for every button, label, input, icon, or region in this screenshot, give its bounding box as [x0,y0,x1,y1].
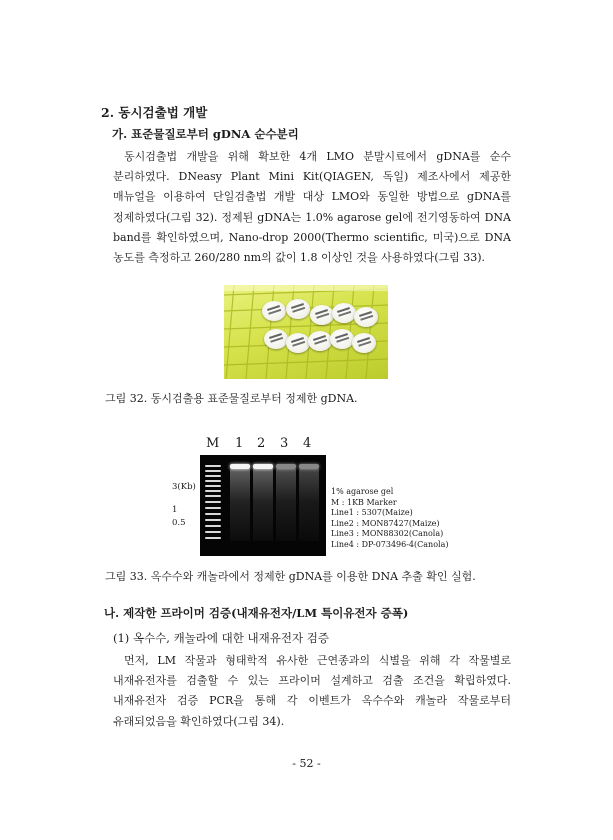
lane-2-band [253,464,273,469]
lane-label-m: M [206,436,220,451]
legend-entry: Line1 : 5307(Maize) [331,508,413,518]
tube [354,307,378,327]
tube [352,333,376,353]
lane-3-smear [276,469,296,541]
size-label-1kb: 1 [172,505,178,515]
lane-4-band [299,464,319,469]
lane-3-band [276,464,296,469]
gel-legend [331,487,448,551]
paragraph-line: 유래되었음을 확인하였다(그림 34). [113,714,285,728]
paragraph-line: band를 확인하였으며, Nano-drop 2000(Thermo scientific, 미국)으로 DNA [113,230,511,244]
legend-entry: Line4 : DP-073496-4(Canola) [331,539,449,549]
tube [308,331,332,351]
paragraph-line: 먼저, LM 작물과 형태학적 유사한 근연종과의 식별을 위해 각 작물별로 [124,654,511,667]
marker-band [205,501,221,503]
marker-band [205,475,221,477]
marker-band [205,525,221,527]
tube-rack-grid [224,285,388,379]
lane-4-smear [299,469,319,541]
marker-band [205,531,221,533]
paragraph-line: 농도를 측정하고 260/280 nm의 값이 1.8 이상인 것을 사용하였다(그림 33). [113,251,486,265]
legend-entry: Line3 : MON88302(Canola) [331,529,444,539]
paragraph-line: 내재유전자를 검출할 수 있는 프라이머 설계하고 검출 조건을 확립하였다. [113,674,511,688]
subsection-heading-b: 나. 제작한 프라이머 검증(내재유전자/LM 특이유전자 증폭) [104,606,409,620]
lane-1-band [230,464,250,469]
page-number: - 52 - [292,757,321,770]
agarose-gel-image [200,455,326,556]
figure33-caption: 그림 33. 옥수수와 캐놀라에서 정제한 gDNA를 이용한 DNA 추출 확인 실험. [105,570,476,583]
legend-entry: 1% agarose gel [331,487,394,496]
marker-band [205,465,221,467]
subsection-heading-a: 가. 표준물질로부터 gDNA 순수분리 [112,127,299,141]
paragraph-gdna-isolation [113,147,511,268]
paragraph-line: 동시검출법 개발을 위해 확보한 4개 LMO 분말시료에서 gDNA를 순수 [124,150,511,163]
marker-band [205,537,221,539]
tube [332,303,356,323]
tube [286,333,310,353]
lane-label-1: 1 [235,436,244,451]
paragraph-line: 정제하였다(그림 32). 정제된 gDNA는 1.0% agarose gel에 전기영동하여 DNA [113,210,511,224]
section-heading: 2. 동시검출법 개발 [101,105,208,120]
tube [264,329,288,349]
lane-label-2: 2 [257,436,266,451]
paragraph-line: 내재유전자 검증 PCR을 통해 각 이벤트가 옥수수와 캐놀라 작물로부터 [113,694,511,708]
marker-band [205,485,221,487]
tube [330,329,354,349]
lane-1-smear [230,469,250,541]
tube [310,305,334,325]
legend-entry: M : 1KB Marker [331,497,397,507]
item1-heading: (1) 옥수수, 캐놀라에 대한 내재유전자 검증 [113,631,329,645]
paragraph-line: 매뉴얼을 이용하여 단일검출법 개발 대상 LMO와 동일한 방법으로 gDNA를 [113,190,511,204]
legend-entry: Line2 : MON87427(Maize) [331,518,440,528]
lane-label-4: 4 [303,436,312,451]
lane-2-smear [253,469,273,541]
marker-band [205,470,221,472]
lane-label-3: 3 [280,436,289,451]
paragraph-primer-verification [113,651,511,732]
size-label-05kb: 0.5 [172,518,186,528]
gdna-tubes-photo [224,285,388,379]
gel-lane-labels [200,436,340,452]
size-label-3kb: 3(Kb) [172,482,196,492]
marker-band [205,513,221,515]
tube [262,301,286,321]
figure32-caption: 그림 32. 동시검출용 표준물질로부터 정제한 gDNA. [105,392,358,405]
marker-band [205,480,221,482]
marker-band [205,490,221,492]
paragraph-line: 분리하였다. DNeasy Plant Mini Kit(QIAGEN, 독일) 제조사에서 제공한 [113,170,511,184]
marker-band [205,507,221,509]
tube [286,299,310,319]
marker-band [205,495,221,497]
marker-band [205,519,221,521]
